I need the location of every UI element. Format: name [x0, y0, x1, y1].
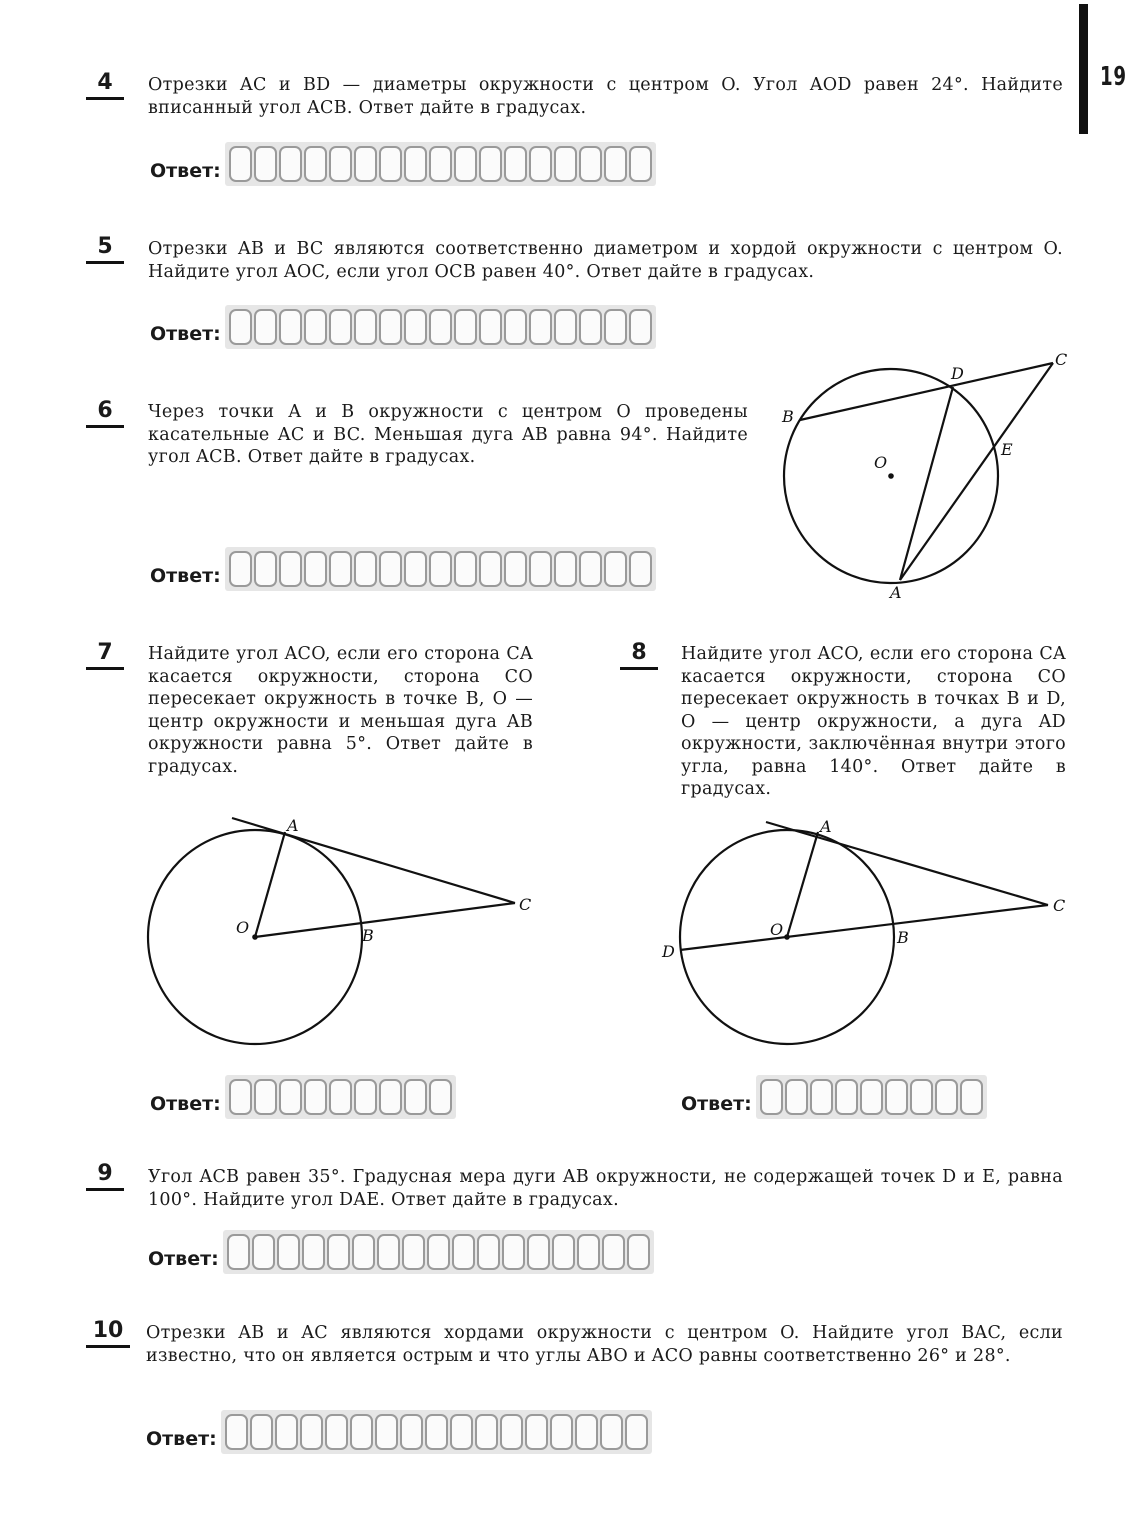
- answer-cell[interactable]: [500, 1414, 523, 1450]
- center-point: [252, 934, 258, 940]
- answer-cells[interactable]: [225, 305, 656, 349]
- answer-cell[interactable]: [760, 1079, 783, 1115]
- answer-cell[interactable]: [304, 551, 327, 587]
- answer-field[interactable]: [150, 1073, 456, 1119]
- answer-cell[interactable]: [404, 551, 427, 587]
- answer-cell[interactable]: [554, 551, 577, 587]
- answer-cells[interactable]: [756, 1075, 987, 1119]
- answer-cell[interactable]: [625, 1414, 648, 1450]
- label-d: D: [951, 364, 964, 383]
- answer-cell[interactable]: [454, 146, 477, 182]
- answer-cell[interactable]: [554, 146, 577, 182]
- answer-cell[interactable]: [354, 309, 377, 345]
- answer-cell[interactable]: [550, 1414, 573, 1450]
- answer-cell[interactable]: [279, 551, 302, 587]
- answer-label: Ответ:: [150, 1093, 221, 1115]
- answer-cell[interactable]: [552, 1234, 575, 1270]
- answer-cell[interactable]: [279, 1079, 302, 1115]
- problem-number: 7: [86, 642, 124, 670]
- center-point: [888, 473, 894, 479]
- label-d: D: [662, 942, 675, 961]
- answer-cell[interactable]: [452, 1234, 475, 1270]
- tangent-line: [232, 818, 515, 903]
- answer-cells[interactable]: [225, 142, 656, 186]
- answer-cell[interactable]: [400, 1414, 423, 1450]
- answer-cell[interactable]: [504, 146, 527, 182]
- label-o: O: [236, 918, 250, 937]
- answer-cell[interactable]: [629, 551, 652, 587]
- line-oc: [255, 903, 515, 937]
- label-c: C: [1055, 350, 1068, 369]
- answer-cell[interactable]: [785, 1079, 808, 1115]
- line-ad: [900, 387, 953, 580]
- problem-number: 5: [86, 236, 124, 264]
- answer-cell[interactable]: [329, 1079, 352, 1115]
- answer-field[interactable]: [148, 1228, 654, 1274]
- problem-text: Найдите угол ACO, если его сторона CA касается окружности, сторона CO пересекает окружность в точках B и D, O — центр окружности, а дуга AD окружности, заключённая внутри этого угла, равна 140°. Ответ дайте в градусах.: [681, 644, 1066, 799]
- answer-cell[interactable]: [554, 309, 577, 345]
- answer-label: Ответ:: [150, 323, 221, 345]
- answer-cell[interactable]: [229, 551, 252, 587]
- problem-text: Отрезки AC и BD — диаметры окружности с центром O. Угол AOD равен 24°. Найдите вписанный угол ACB. Ответ дайте в градусах.: [148, 75, 1063, 118]
- answer-label: Ответ:: [146, 1428, 217, 1450]
- answer-cell[interactable]: [402, 1234, 425, 1270]
- answer-cell[interactable]: [960, 1079, 983, 1115]
- answer-cell[interactable]: [429, 309, 452, 345]
- answer-cell[interactable]: [629, 146, 652, 182]
- problem-number: 4: [86, 72, 124, 100]
- answer-cell[interactable]: [329, 309, 352, 345]
- answer-cell[interactable]: [429, 551, 452, 587]
- answer-cell[interactable]: [404, 1079, 427, 1115]
- answer-cell[interactable]: [279, 146, 302, 182]
- problem-text: Отрезки AB и AC являются хордами окружности с центром O. Найдите угол BAC, если известно, что он является острым и что углы ABO и ACO равны соответственно 26° и 28°.: [146, 1323, 1063, 1366]
- answer-cell[interactable]: [329, 146, 352, 182]
- answer-cell[interactable]: [352, 1234, 375, 1270]
- answer-cell[interactable]: [810, 1079, 833, 1115]
- answer-cell[interactable]: [529, 146, 552, 182]
- answer-cell[interactable]: [910, 1079, 933, 1115]
- answer-cell[interactable]: [377, 1234, 400, 1270]
- label-c: C: [1053, 896, 1066, 915]
- answer-label: Ответ:: [148, 1248, 219, 1270]
- answer-cell[interactable]: [604, 146, 627, 182]
- answer-cell[interactable]: [504, 551, 527, 587]
- figure-problem-6: [770, 345, 1080, 605]
- answer-cell[interactable]: [225, 1414, 248, 1450]
- answer-cell[interactable]: [325, 1414, 348, 1450]
- answer-cell[interactable]: [304, 309, 327, 345]
- problem-number: 6: [86, 400, 124, 428]
- figure-problem-8: [660, 810, 1080, 1050]
- answer-cell[interactable]: [627, 1234, 650, 1270]
- label-b: B: [897, 928, 909, 947]
- answer-field[interactable]: [146, 1408, 652, 1454]
- answer-cell[interactable]: [354, 1079, 377, 1115]
- answer-cell[interactable]: [579, 551, 602, 587]
- answer-cell[interactable]: [254, 146, 277, 182]
- answer-cell[interactable]: [379, 551, 402, 587]
- answer-cell[interactable]: [254, 551, 277, 587]
- answer-cell[interactable]: [379, 1079, 402, 1115]
- answer-cell[interactable]: [579, 146, 602, 182]
- answer-cell[interactable]: [254, 309, 277, 345]
- answer-cell[interactable]: [527, 1234, 550, 1270]
- answer-cell[interactable]: [252, 1234, 275, 1270]
- answer-cell[interactable]: [602, 1234, 625, 1270]
- line-ac: [900, 363, 1053, 580]
- answer-cell[interactable]: [504, 309, 527, 345]
- answer-cell[interactable]: [329, 551, 352, 587]
- label-e: E: [1001, 440, 1013, 459]
- answer-cell[interactable]: [577, 1234, 600, 1270]
- figure-problem-7: [140, 810, 540, 1050]
- answer-cell[interactable]: [229, 1079, 252, 1115]
- label-o: O: [770, 920, 784, 939]
- problem-number: 8: [620, 642, 658, 670]
- answer-cell[interactable]: [350, 1414, 373, 1450]
- answer-field[interactable]: [150, 140, 656, 186]
- label-a: A: [890, 583, 902, 602]
- answer-cell[interactable]: [450, 1414, 473, 1450]
- answer-cell[interactable]: [404, 146, 427, 182]
- answer-cell[interactable]: [302, 1234, 325, 1270]
- answer-cell[interactable]: [277, 1234, 300, 1270]
- answer-cell[interactable]: [575, 1414, 598, 1450]
- answer-cell[interactable]: [427, 1234, 450, 1270]
- answer-cell[interactable]: [229, 309, 252, 345]
- answer-cell[interactable]: [354, 551, 377, 587]
- radius-oa: [787, 832, 818, 937]
- answer-field[interactable]: [681, 1073, 987, 1119]
- answer-cell[interactable]: [860, 1079, 883, 1115]
- answer-cell[interactable]: [935, 1079, 958, 1115]
- answer-cell[interactable]: [327, 1234, 350, 1270]
- problem-number: 9: [86, 1163, 124, 1191]
- answer-cell[interactable]: [275, 1414, 298, 1450]
- line-dc: [680, 905, 1048, 950]
- answer-cell[interactable]: [579, 309, 602, 345]
- answer-cell[interactable]: [600, 1414, 623, 1450]
- answer-cell[interactable]: [835, 1079, 858, 1115]
- answer-cell[interactable]: [404, 309, 427, 345]
- problem-text: Найдите угол ACO, если его сторона CA касается окружности, сторона CO пересекает окружность в точке B, O — центр окружности и меньшая дуга AB окружности равна 5°. Ответ дайте в градусах.: [148, 644, 533, 777]
- label-b: B: [782, 407, 794, 426]
- answer-cell[interactable]: [250, 1414, 273, 1450]
- answer-cell[interactable]: [354, 146, 377, 182]
- answer-field[interactable]: [150, 303, 656, 349]
- answer-label: Ответ:: [150, 160, 221, 182]
- answer-cell[interactable]: [229, 146, 252, 182]
- answer-cell[interactable]: [454, 551, 477, 587]
- answer-cell[interactable]: [629, 309, 652, 345]
- page-number: 19: [1100, 62, 1127, 92]
- answer-cell[interactable]: [477, 1234, 500, 1270]
- center-point: [784, 934, 790, 940]
- answer-cell[interactable]: [375, 1414, 398, 1450]
- answer-cell[interactable]: [429, 146, 452, 182]
- answer-cell[interactable]: [529, 309, 552, 345]
- answer-cell[interactable]: [454, 309, 477, 345]
- answer-cell[interactable]: [502, 1234, 525, 1270]
- answer-cell[interactable]: [604, 551, 627, 587]
- answer-cell[interactable]: [227, 1234, 250, 1270]
- answer-cell[interactable]: [279, 309, 302, 345]
- answer-cell[interactable]: [479, 146, 502, 182]
- answer-cell[interactable]: [300, 1414, 323, 1450]
- answer-cell[interactable]: [475, 1414, 498, 1450]
- answer-cell[interactable]: [529, 551, 552, 587]
- answer-cell[interactable]: [525, 1414, 548, 1450]
- answer-cell[interactable]: [254, 1079, 277, 1115]
- problem-text: Угол ACB равен 35°. Градусная мера дуги AB окружности, не содержащей точек D и E, равна 100°. Найдите угол DAE. Ответ дайте в градусах.: [148, 1167, 1063, 1210]
- answer-cell[interactable]: [885, 1079, 908, 1115]
- label-a: A: [287, 816, 299, 835]
- answer-cells[interactable]: [221, 1410, 652, 1454]
- answer-cells[interactable]: [223, 1230, 654, 1274]
- label-c: C: [519, 895, 532, 914]
- answer-cells[interactable]: [225, 1075, 456, 1119]
- radius-oa: [255, 832, 285, 937]
- problem-number: 10: [86, 1320, 130, 1348]
- answer-cells[interactable]: [225, 547, 656, 591]
- problem-text: Через точки A и B окружности с центром O проведены касательные AC и BC. Меньшая дуга AB равна 94°. Найдите угол ACB. Ответ дайте в градусах.: [148, 402, 748, 467]
- problem-text: Отрезки AB и BC являются соответственно диаметром и хордой окружности с центром O. Найдите угол AOC, если угол OCB равен 40°. Ответ дайте в градусах.: [148, 239, 1063, 282]
- answer-cell[interactable]: [479, 551, 502, 587]
- answer-cell[interactable]: [479, 309, 502, 345]
- label-a: A: [820, 817, 832, 836]
- answer-cell[interactable]: [379, 309, 402, 345]
- answer-cell[interactable]: [379, 146, 402, 182]
- page-edge-bar: [1079, 4, 1088, 134]
- answer-field[interactable]: [150, 545, 656, 591]
- answer-label: Ответ:: [681, 1093, 752, 1115]
- line-bc: [800, 363, 1053, 420]
- answer-cell[interactable]: [429, 1079, 452, 1115]
- answer-cell[interactable]: [304, 1079, 327, 1115]
- answer-label: Ответ:: [150, 565, 221, 587]
- label-b: B: [362, 926, 374, 945]
- answer-cell[interactable]: [304, 146, 327, 182]
- answer-cell[interactable]: [425, 1414, 448, 1450]
- answer-cell[interactable]: [604, 309, 627, 345]
- label-o: O: [874, 453, 888, 472]
